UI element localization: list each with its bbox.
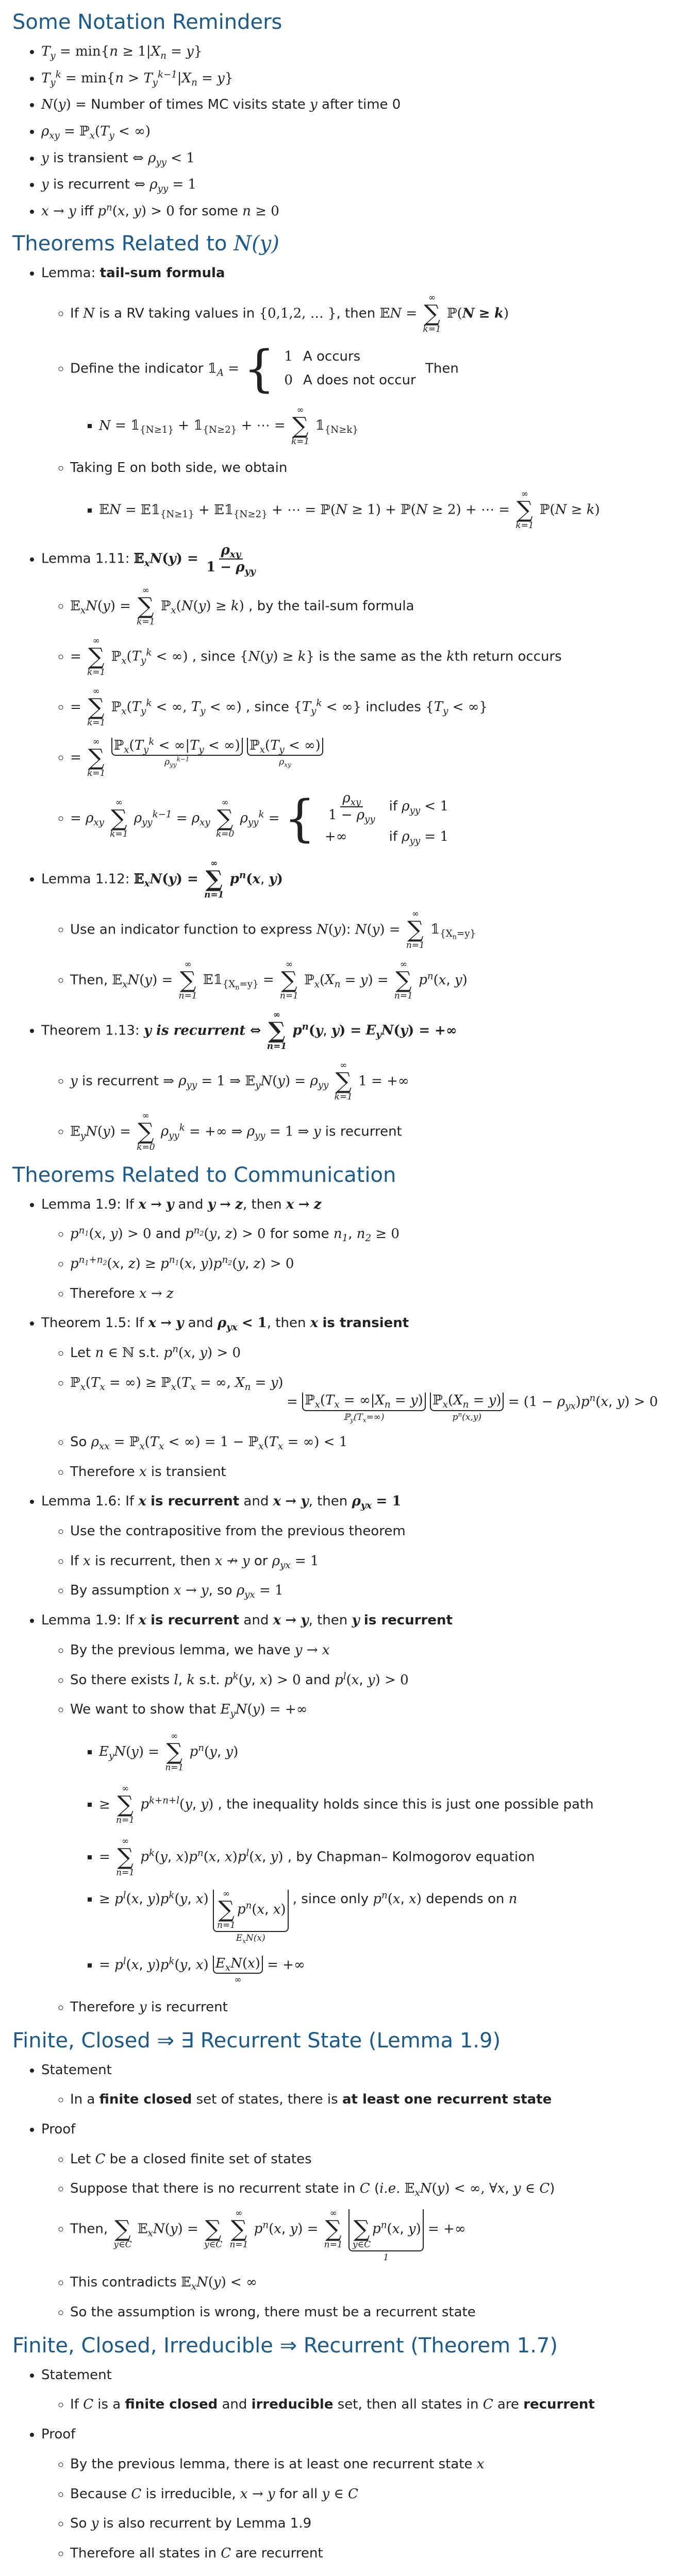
notation-item: • N(y) = Number of times MC visits state y after time 0 [41,95,687,115]
finite-statement-text: ◦ In a finite closed set of states, there is at least one recurrent state [70,2090,687,2110]
finite-proof-4: ◦ This contradicts 𝔼$_x$N(y) < ∞ [70,2273,687,2293]
lemma-1-9-recurrence: • Lemma 1.9: If x is recurrent and x → y, then y is recurrent ◦ By the previous lemma, we have y → x ◦ So there exists l, k s.t. $p^k(y$, x) > 0 and $p^l(x$, y) > 0 ◦ We want to show that $E_yN(y)$ = +∞ ▪ $E_yN(y)$ = ∞ ∑ n=1 $p^n(y$, y) ▪ ≥ ∞ ∑ n=1 $p^{k+n+l}(y$, y) , the inequality holds since this is just one possible path ▪ = ∞ ∑ n=1 $p^k(y$, $x)p^n(x$, $x)p^l(x$, y) , by Chapman– Kolmogorov equation ▪ ≥ $p^l(x$, $y)p^k(y$, x) ∞ ∑ n=1 $p^n(x$, x) $E_xN(x)$ , since only $p^n(x$, x) depends on n ▪ = $p^l(x$, $y)p^k(y$, x) $E_xN(x)$ ∞ = +∞ ◦ Therefore y is recurrent [41,1611,687,2017]
irreducible-proof-3: ◦ So y is also recurrent by Lemma 1.9 [70,2514,687,2534]
lemma-1-9b-sub2: ▪ ≥ ∞ ∑ n=1 $p^{k+n+l}(y$, y) , the inequality holds since this is just one possible path [99,1785,687,1825]
lemma-1-9b-sub3: ▪ = ∞ ∑ n=1 $p^k(y$, $x)p^n(x$, $x)p^l(x$, y) , by Chapman– Kolmogorov equation [99,1837,687,1877]
finite-statement: • Statement ◦ In a finite closed set of states, there is at least one recurrent state [41,2061,687,2110]
lemma-1-6-b: ◦ If x is recurrent, then x ↛ y or $\rho_{yx} = 1$ [70,1552,687,1571]
irreducible-proof: • Proof ◦ By the previous lemma, there is at least one recurrent state x ◦ Because C is irreducible, x → y for all y ∈ C ◦ So y is also recurrent by Lemma 1.9 ◦ Therefore all states in C are recurrent [41,2425,687,2563]
theorem-1-5: • Theorem 1.5: If x → y and $\rho_{yx} < 1$, then x is transient ◦ Let n ∈ ℕ s.t. $p^n(x$, y) > 0 ◦ $ℙ_x(T_x$ = ∞) ≥ $ℙ_x(T_x$ = ∞, $X_n = y$) = $ℙ_x(T_x = \infty|X_n = y)$ $ℙ_y(T_x=\infty)$ $ℙ_x(X_n = y)$ $p^n(x,y)$ = $(1 - \rho_{yx})p^n(x$, y) > 0 ◦ So $\rho_{xx}$ = $ℙ_x(T_x$ < ∞) = $1 - ℙ_x(T_x$ = ∞) < 1 ◦ Therefore x is transient [41,1314,687,1482]
lemma-1-9b-b: ◦ So there exists l, k s.t. $p^k(y$, x) > 0 and $p^l(x$, y) > 0 [70,1671,687,1690]
lemma-tailsum: • Lemma: tail-sum formula ◦ If N is a RV taking values in {0,1,2, … }, then 𝔼N = ∞ ∑ k=1 ℙ(N ≥ k) ◦ Define the indicator $𝟙_A$ = { 1 A occurs 0 A does not occur Then ▪ $N = 𝟙_{\{N\ge 1\}}$ + $𝟙_{\{N\ge 2\}}$ + ⋯ = ∞ ∑ k=1 $𝟙_{\{N\ge k\}}$ ◦ Taking E on both side, we obtain ▪ 𝔼N = $𝔼𝟙_{\{N\ge 1\}}$ + $𝔼𝟙_{\{N\ge 2\}}$ + ⋯ = ℙ(N ≥ 1) + ℙ(N ≥ 2) + ⋯ = ∞ ∑ k=1 ℙ(N ≥ k) [41,264,687,530]
finite-proof-5: ◦ So the assumption is wrong, there must be a recurrent state [70,2303,687,2323]
lemma-1-9b-c: ◦ We want to show that $E_yN(y)$ = +∞ ▪ $E_yN(y)$ = ∞ ∑ n=1 $p^n(y$, y) ▪ ≥ ∞ ∑ n=1 $p^{k+n+l}(y$, y) , the inequality holds since this is just one possible path ▪ = ∞ ∑ n=1 $p^k(y$, $x)p^n(x$, $x)p^l(x$, y) , by Chapman– Kolmogorov equation ▪ ≥ $p^l(x$, $y)p^k(y$, x) ∞ ∑ n=1 $p^n(x$, x) $E_xN(x)$ , since only $p^n(x$, x) depends on n ▪ = $p^l(x$, $y)p^k(y$, x) $E_xN(x)$ ∞ = +∞ [70,1700,687,1986]
theorem-1-13-forward: ◦ y is recurrent ⇒ $\rho_{yy} = 1$ ⇒ 𝔼$_y$N(y) = $\rho_{yy}$ ∞ ∑ k=1 1 = +∞ [70,1061,687,1101]
finite-proof-3: ◦ Then, ∑ y∈C 𝔼$_x$N(y) = ∑ y∈C ∞ ∑ n=1 $p^n(x$, y) = ∞ ∑ n=1 ∑ y∈C $p^n(x$, y) 1 = +∞ [70,2209,687,2263]
irreducible-proof-2: ◦ Because C is irreducible, x → y for all y ∈ C [70,2485,687,2504]
lemma-1-9b-sub4: ▪ ≥ $p^l(x$, $y)p^k(y$, x) ∞ ∑ n=1 $p^n(x$, x) $E_xN(x)$ , since only $p^n(x$, x) depends on n [99,1890,687,1943]
lemma-1-12-then: ◦ Then, 𝔼$_x$N(y) = ∞ ∑ n=1 $𝔼𝟙_{\{X_n=y\}}$ = ∞ ∑ n=1 $ℙ_x(X_n = y)$ = ∞ ∑ n=1 $p^n(x$, y) [70,960,687,1001]
communication-list [12,1195,687,2018]
lemma-1-6-a: ◦ Use the contrapositive from the previous theorem [70,1522,687,1541]
notation-item: • y is transient ⇔ $\rho_{yy} < 1$ [41,149,687,168]
irreducible-proof-4: ◦ Therefore all states in C are recurrent [70,2544,687,2564]
lemma-1-9b-sub5: ▪ = $p^l(x$, $y)p^k(y$, x) $E_xN(x)$ ∞ = +∞ [99,1956,687,1986]
finite-closed-list [12,2061,687,2323]
notation-item: • $\rho_{xy}$ = $ℙ_x(T_y$ < ∞) [41,122,687,142]
lemma-1-9b-sub1: ▪ $E_yN(y)$ = ∞ ∑ n=1 $p^n(y$, y) [99,1732,687,1772]
irreducible-list [12,2366,687,2564]
lemma-1-11-step4: ◦ = ∞ ∑ k=1 $ℙ_x(T_y^k < \infty|T_y$ < ∞) $\rho_{yy}^{k-1}$ $ℙ_x(T_y$ < ∞) $\rho_{xy}$ [70,738,687,778]
lemma-1-11-step3: ◦ = ∞ ∑ k=1 $ℙ_x(T_y^k$ < ∞, $T_y$ < ∞) , since {$T_y^k$ < ∞} includes {$T_y$ < ∞} [70,687,687,727]
finite-proof-1: ◦ Let C be a closed finite set of states [70,2150,687,2170]
tailsum-indicator: ◦ Define the indicator $𝟙_A$ = { 1 A occurs 0 A does not occur Then ▪ $N = 𝟙_{\{N\ge 1\}}$ + $𝟙_{\{N\ge 2\}}$ + ⋯ = ∞ ∑ k=1 $𝟙_{\{N\ge k\}}$ [70,344,687,446]
lemma-1-12-indicator: ◦ Use an indicator function to express N(y): N(y) = ∞ ∑ n=1 $𝟙_{\{X_n=y\}}$ [70,910,687,950]
lemma-1-9-a: ◦ $p^{n_1}(x$, y) > 0 and $p^{n_2}(y$, z) > 0 for some $n_1$, $n_2 \ge 0$ [70,1225,687,1244]
theorem-1-13-backward: ◦ 𝔼$_y$N(y) = ∞ ∑ k=0 $\rho_{yy}^k$ = +∞ ⇒ $\rho_{yy} = 1$ ⇒ y is recurrent [70,1112,687,1152]
irreducible-statement: • Statement ◦ If C is a finite closed and irreducible set, then all states in C are recurrent [41,2366,687,2415]
lemma-1-11: • Lemma 1.11: 𝔼$_x$N(y) = $\frac{\rho_{xy}}{1 - \rho_{yy}}$ ◦ 𝔼$_x$N(y) = ∞ ∑ k=1 ℙ$_x$(N(y) ≥ k) , by the tail-sum formula ◦ = ∞ ∑ k=1 $ℙ_x(T_y^k$ < ∞) , since {N(y) ≥ k} is the same as the kth return occurs ◦ = ∞ ∑ k=1 $ℙ_x(T_y^k$ < ∞, $T_y$ < ∞) , since {$T_y^k$ < ∞} includes {$T_y$ < ∞} ◦ = ∞ ∑ k=1 $ℙ_x(T_y^k < \infty|T_y$ < ∞) $\rho_{yy}^{k-1}$ $ℙ_x(T_y$ < ∞) $\rho_{xy}$ ◦ = $\rho_{xy}$ ∞ ∑ k=1 $\rho_{yy}^{k-1} = \rho_{xy}$ ∞ ∑ k=0 $\rho_{yy}^k$ = { $\frac{\rho_{xy}}{1 - \rho_{yy}}$ if $\rho_{yy} < 1$ +∞ if $\rho_{yy} = 1$ [41,543,687,849]
theorem-1-13: • Theorem 1.13: y is recurrent ⇔ ∞ ∑ n=1 $p^n(y$, $y) = E_yN(y)$ = +∞ ◦ y is recurrent ⇒ $\rho_{yy} = 1$ ⇒ 𝔼$_y$N(y) = $\rho_{yy}$ ∞ ∑ k=1 1 = +∞ ◦ 𝔼$_y$N(y) = ∞ ∑ k=0 $\rho_{yy}^k$ = +∞ ⇒ $\rho_{yy} = 1$ ⇒ y is recurrent [41,1011,687,1152]
lemma-1-9b-a: ◦ By the previous lemma, we have y → x [70,1641,687,1660]
notation-item: • y is recurrent ⇔ $\rho_{yy} = 1$ [41,175,687,195]
theorem-1-5-a: ◦ Let n ∈ ℕ s.t. $p^n(x$, y) > 0 [70,1344,687,1363]
ny-list [12,264,687,1152]
lemma-1-9-b: ◦ $p^{n_1+n_2}(x$, $z) \ge p^{n_1}(x$, $y)p^{n_2}(y$, z) > 0 [70,1255,687,1274]
notation-item: • x → y iff $p^n(x$, y) > 0 for some n ≥ 0 [41,202,687,222]
notation-list [12,42,687,222]
lemma-1-11-step2: ◦ = ∞ ∑ k=1 $ℙ_x(T_y^k$ < ∞) , since {N(y) ≥ k} is the same as the kth return occurs [70,637,687,677]
irreducible-proof-1: ◦ By the previous lemma, there is at least one recurrent state x [70,2455,687,2475]
tailsum-en-expression: ▪ 𝔼N = $𝔼𝟙_{\{N\ge 1\}}$ + $𝔼𝟙_{\{N\ge 2\}}$ + ⋯ = ℙ(N ≥ 1) + ℙ(N ≥ 2) + ⋯ = ∞ ∑ k=1 ℙ(N ≥ k) [99,490,687,530]
lemma-1-6: • Lemma 1.6: If x is recurrent and x → y, then $\rho_{yx} = 1$ ◦ Use the contrapositive from the previous theorem ◦ If x is recurrent, then x ↛ y or $\rho_{yx} = 1$ ◦ By assumption x → y, so $\rho_{yx} = 1$ [41,1492,687,1601]
section-title-ny: Theorems Related to N(y) [12,231,279,256]
tailsum-expectation: ◦ Taking E on both side, we obtain ▪ 𝔼N = $𝔼𝟙_{\{N\ge 1\}}$ + $𝔼𝟙_{\{N\ge 2\}}$ + ⋯ = ℙ(N ≥ 1) + ℙ(N ≥ 2) + ⋯ = ∞ ∑ k=1 ℙ(N ≥ k) [70,459,687,531]
lemma-1-9-transitivity: • Lemma 1.9: If x → y and y → z, then x → z ◦ $p^{n_1}(x$, y) > 0 and $p^{n_2}(y$, z) > 0 for some $n_1$, $n_2 \ge 0$ ◦ $p^{n_1+n_2}(x$, $z) \ge p^{n_1}(x$, $y)p^{n_2}(y$, z) > 0 ◦ Therefore x → z [41,1195,687,1304]
irreducible-statement-text: ◦ If C is a finite closed and irreducible set, then all states in C are recurrent [70,2395,687,2415]
theorem-1-5-d: ◦ So $\rho_{xx}$ = $ℙ_x(T_x$ < ∞) = $1 - ℙ_x(T_x$ = ∞) < 1 [70,1433,687,1452]
lemma-1-11-step5: ◦ = $\rho_{xy}$ ∞ ∑ k=1 $\rho_{yy}^{k-1} = \rho_{xy}$ ∞ ∑ k=0 $\rho_{yy}^k$ = { $\frac{\rho_{xy}}{1 - \rho_{yy}}$ if $\rho_{yy} < 1$ +∞ if $\rho_{yy} = 1$ [70,788,687,849]
theorem-1-5-b: ◦ $ℙ_x(T_x$ = ∞) ≥ $ℙ_x(T_x$ = ∞, $X_n = y$) = $ℙ_x(T_x = \infty|X_n = y)$ $ℙ_y(T_x=\infty)$ $ℙ_x(X_n = y)$ $p^n(x,y)$ = $(1 - \rho_{yx})p^n(x$, y) > 0 [70,1374,687,1422]
finite-proof-2: ◦ Suppose that there is no recurrent state in C (i.e. 𝔼$_x$N(y) < ∞, ∀x, y ∈ C) [70,2179,687,2199]
notation-item: • $T_y^k = \min\{n > T_y^{k-1}|X_n = y\}$ [41,69,687,89]
finite-proof: • Proof ◦ Let C be a closed finite set of states ◦ Suppose that there is no recurrent state in C (i.e. 𝔼$_x$N(y) < ∞, ∀x, y ∈ C) ◦ Then, ∑ y∈C 𝔼$_x$N(y) = ∑ y∈C ∞ ∑ n=1 $p^n(x$, y) = ∞ ∑ n=1 ∑ y∈C $p^n(x$, y) 1 = +∞ ◦ This contradicts 𝔼$_x$N(y) < ∞ ◦ So the assumption is wrong, there must be a recurrent state [41,2120,687,2323]
lemma-1-11-step1: ◦ 𝔼$_x$N(y) = ∞ ∑ k=1 ℙ$_x$(N(y) ≥ k) , by the tail-sum formula [70,586,687,626]
lemma-1-9b-d: ◦ Therefore y is recurrent [70,1998,687,2018]
section-title-finite-closed: Finite, Closed ⇒ ∃ Recurrent State (Lemma 1.9) [12,2028,501,2053]
section-title-irreducible: Finite, Closed, Irreducible ⇒ Recurrent (Theorem 1.7) [12,2333,558,2358]
theorem-1-5-e: ◦ Therefore x is transient [70,1463,687,1482]
section-title-communication: Theorems Related to Communication [12,1163,396,1187]
tailsum-n-expression: ▪ $N = 𝟙_{\{N\ge 1\}}$ + $𝟙_{\{N\ge 2\}}$ + ⋯ = ∞ ∑ k=1 $𝟙_{\{N\ge k\}}$ [99,406,687,446]
section-title-notation: Some Notation Reminders [12,10,282,34]
notation-item: • $T_y = \min\{n \ge 1|X_n = y\}$ [41,42,687,62]
tailsum-statement: ◦ If N is a RV taking values in {0,1,2, … }, then 𝔼N = ∞ ∑ k=1 ℙ(N ≥ k) [70,294,687,334]
lemma-1-12: • Lemma 1.12: 𝔼$_x$N(y) = ∞ ∑ n=1 $p^n(x$, y) ◦ Use an indicator function to express N(y): N(y) = ∞ ∑ n=1 $𝟙_{\{X_n=y\}}$ ◦ Then, 𝔼$_x$N(y) = ∞ ∑ n=1 $𝔼𝟙_{\{X_n=y\}}$ = ∞ ∑ n=1 $ℙ_x(X_n = y)$ = ∞ ∑ n=1 $p^n(x$, y) [41,859,687,1001]
lemma-1-9-c: ◦ Therefore x → z [70,1284,687,1304]
lemma-1-6-c: ◦ By assumption x → y, so $\rho_{yx} = 1$ [70,1581,687,1601]
